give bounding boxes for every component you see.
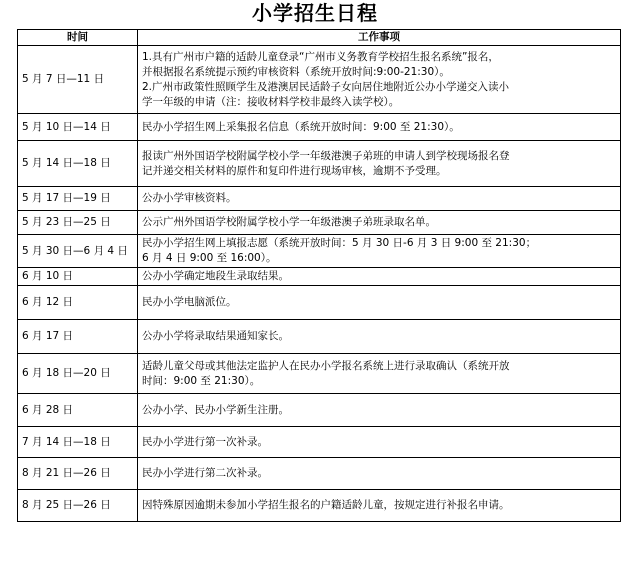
table-row xyxy=(18,268,621,286)
row-time: 6 月 10 日 xyxy=(18,268,138,286)
page-title: 小学招生日程 xyxy=(252,1,378,25)
table-row xyxy=(18,427,621,458)
row-item xyxy=(138,354,621,394)
row-time: 5 月 23 日—25 日 xyxy=(18,211,138,235)
table-row xyxy=(18,211,621,235)
row-item-line: 民办小学招生网上采集报名信息（系统开放时间：9:00 至 21:30）。 xyxy=(142,120,460,133)
row-time: 8 月 25 日—26 日 xyxy=(18,490,138,522)
row-item-line: 报读广州外国语学校附属学校小学一年级港澳子弟班的申请人到学校现场报名登 xyxy=(142,149,510,162)
header-time: 时间 xyxy=(18,30,138,46)
table-header-row xyxy=(18,30,621,46)
row-item-line: 1.具有广州市户籍的适龄儿童登录“广州市义务教育学校招生报名系统”报名， xyxy=(142,50,499,63)
table-row xyxy=(18,320,621,354)
row-item-line: 适龄儿童父母或其他法定监护人在民办小学报名系统上进行录取确认（系统开放 xyxy=(142,359,510,372)
row-time: 7 月 14 日—18 日 xyxy=(18,427,138,458)
schedule-table xyxy=(17,29,621,522)
row-item-line: 公办小学审核资料。 xyxy=(142,192,237,204)
row-item xyxy=(138,286,621,320)
row-item-line: 民办小学招生网上填报志愿（系统开放时间：5 月 30 日-6 月 3 日 9:00 至 21:30； xyxy=(142,237,537,249)
row-item xyxy=(138,114,621,141)
row-item-line: 因特殊原因逾期未参加小学招生报名的户籍适龄儿童，按规定进行补报名申请。 xyxy=(142,499,510,511)
row-item-line: 记并递交相关材料的原件和复印件进行现场审核，逾期不予受理。 xyxy=(142,164,447,177)
row-time: 5 月 14 日—18 日 xyxy=(18,141,138,187)
row-item-line: 2.广州市政策性照顾学生及港澳居民适龄子女向居住地附近公办小学递交入读小 xyxy=(142,80,510,93)
row-item xyxy=(138,211,621,235)
table-row xyxy=(18,490,621,522)
table-row xyxy=(18,187,621,211)
row-time: 6 月 18 日—20 日 xyxy=(18,354,138,394)
row-time: 6 月 28 日 xyxy=(18,394,138,427)
table-row xyxy=(18,114,621,141)
row-item xyxy=(138,320,621,354)
row-item-line: 公办小学将录取结果通知家长。 xyxy=(142,330,289,342)
row-item-line: 民办小学进行第二次补录。 xyxy=(142,467,268,479)
row-item xyxy=(138,490,621,522)
row-item xyxy=(138,46,621,114)
row-time: 6 月 17 日 xyxy=(18,320,138,354)
row-item-line: 公办小学确定地段生录取结果。 xyxy=(142,270,289,282)
table-row xyxy=(18,286,621,320)
row-item xyxy=(138,427,621,458)
row-item xyxy=(138,187,621,211)
table-row xyxy=(18,46,621,114)
row-time: 6 月 12 日 xyxy=(18,286,138,320)
row-time: 5 月 30 日—6 月 4 日 xyxy=(18,235,138,268)
table-row xyxy=(18,458,621,490)
row-item xyxy=(138,394,621,427)
row-time: 5 月 7 日—11 日 xyxy=(18,46,138,114)
row-item xyxy=(138,268,621,286)
table-row xyxy=(18,354,621,394)
header-item: 工作事项 xyxy=(138,30,621,46)
row-item-line: 并根据报名系统提示预约审核资料（系统开放时间:9:00-21:30）。 xyxy=(142,65,450,78)
row-item-line: 学一年级的申请（注：接收材料学校非最终入读学校）。 xyxy=(142,95,400,108)
table-row xyxy=(18,394,621,427)
row-item-line: 时间：9:00 至 21:30）。 xyxy=(142,374,261,387)
table-row xyxy=(18,235,621,268)
row-time: 5 月 10 日—14 日 xyxy=(18,114,138,141)
row-time: 5 月 17 日—19 日 xyxy=(18,187,138,211)
row-item-line: 民办小学电脑派位。 xyxy=(142,296,237,308)
row-time: 8 月 21 日—26 日 xyxy=(18,458,138,490)
table-row xyxy=(18,141,621,187)
row-item-line: 6 月 4 日 9:00 至 16:00）。 xyxy=(142,252,277,264)
row-item xyxy=(138,141,621,187)
row-item-line: 民办小学进行第一次补录。 xyxy=(142,435,268,448)
row-item xyxy=(138,458,621,490)
row-item-line: 公办小学、民办小学新生注册。 xyxy=(142,403,289,416)
row-item-line: 公示广州外国语学校附属学校小学一年级港澳子弟班录取名单。 xyxy=(142,216,436,228)
row-item xyxy=(138,235,621,268)
